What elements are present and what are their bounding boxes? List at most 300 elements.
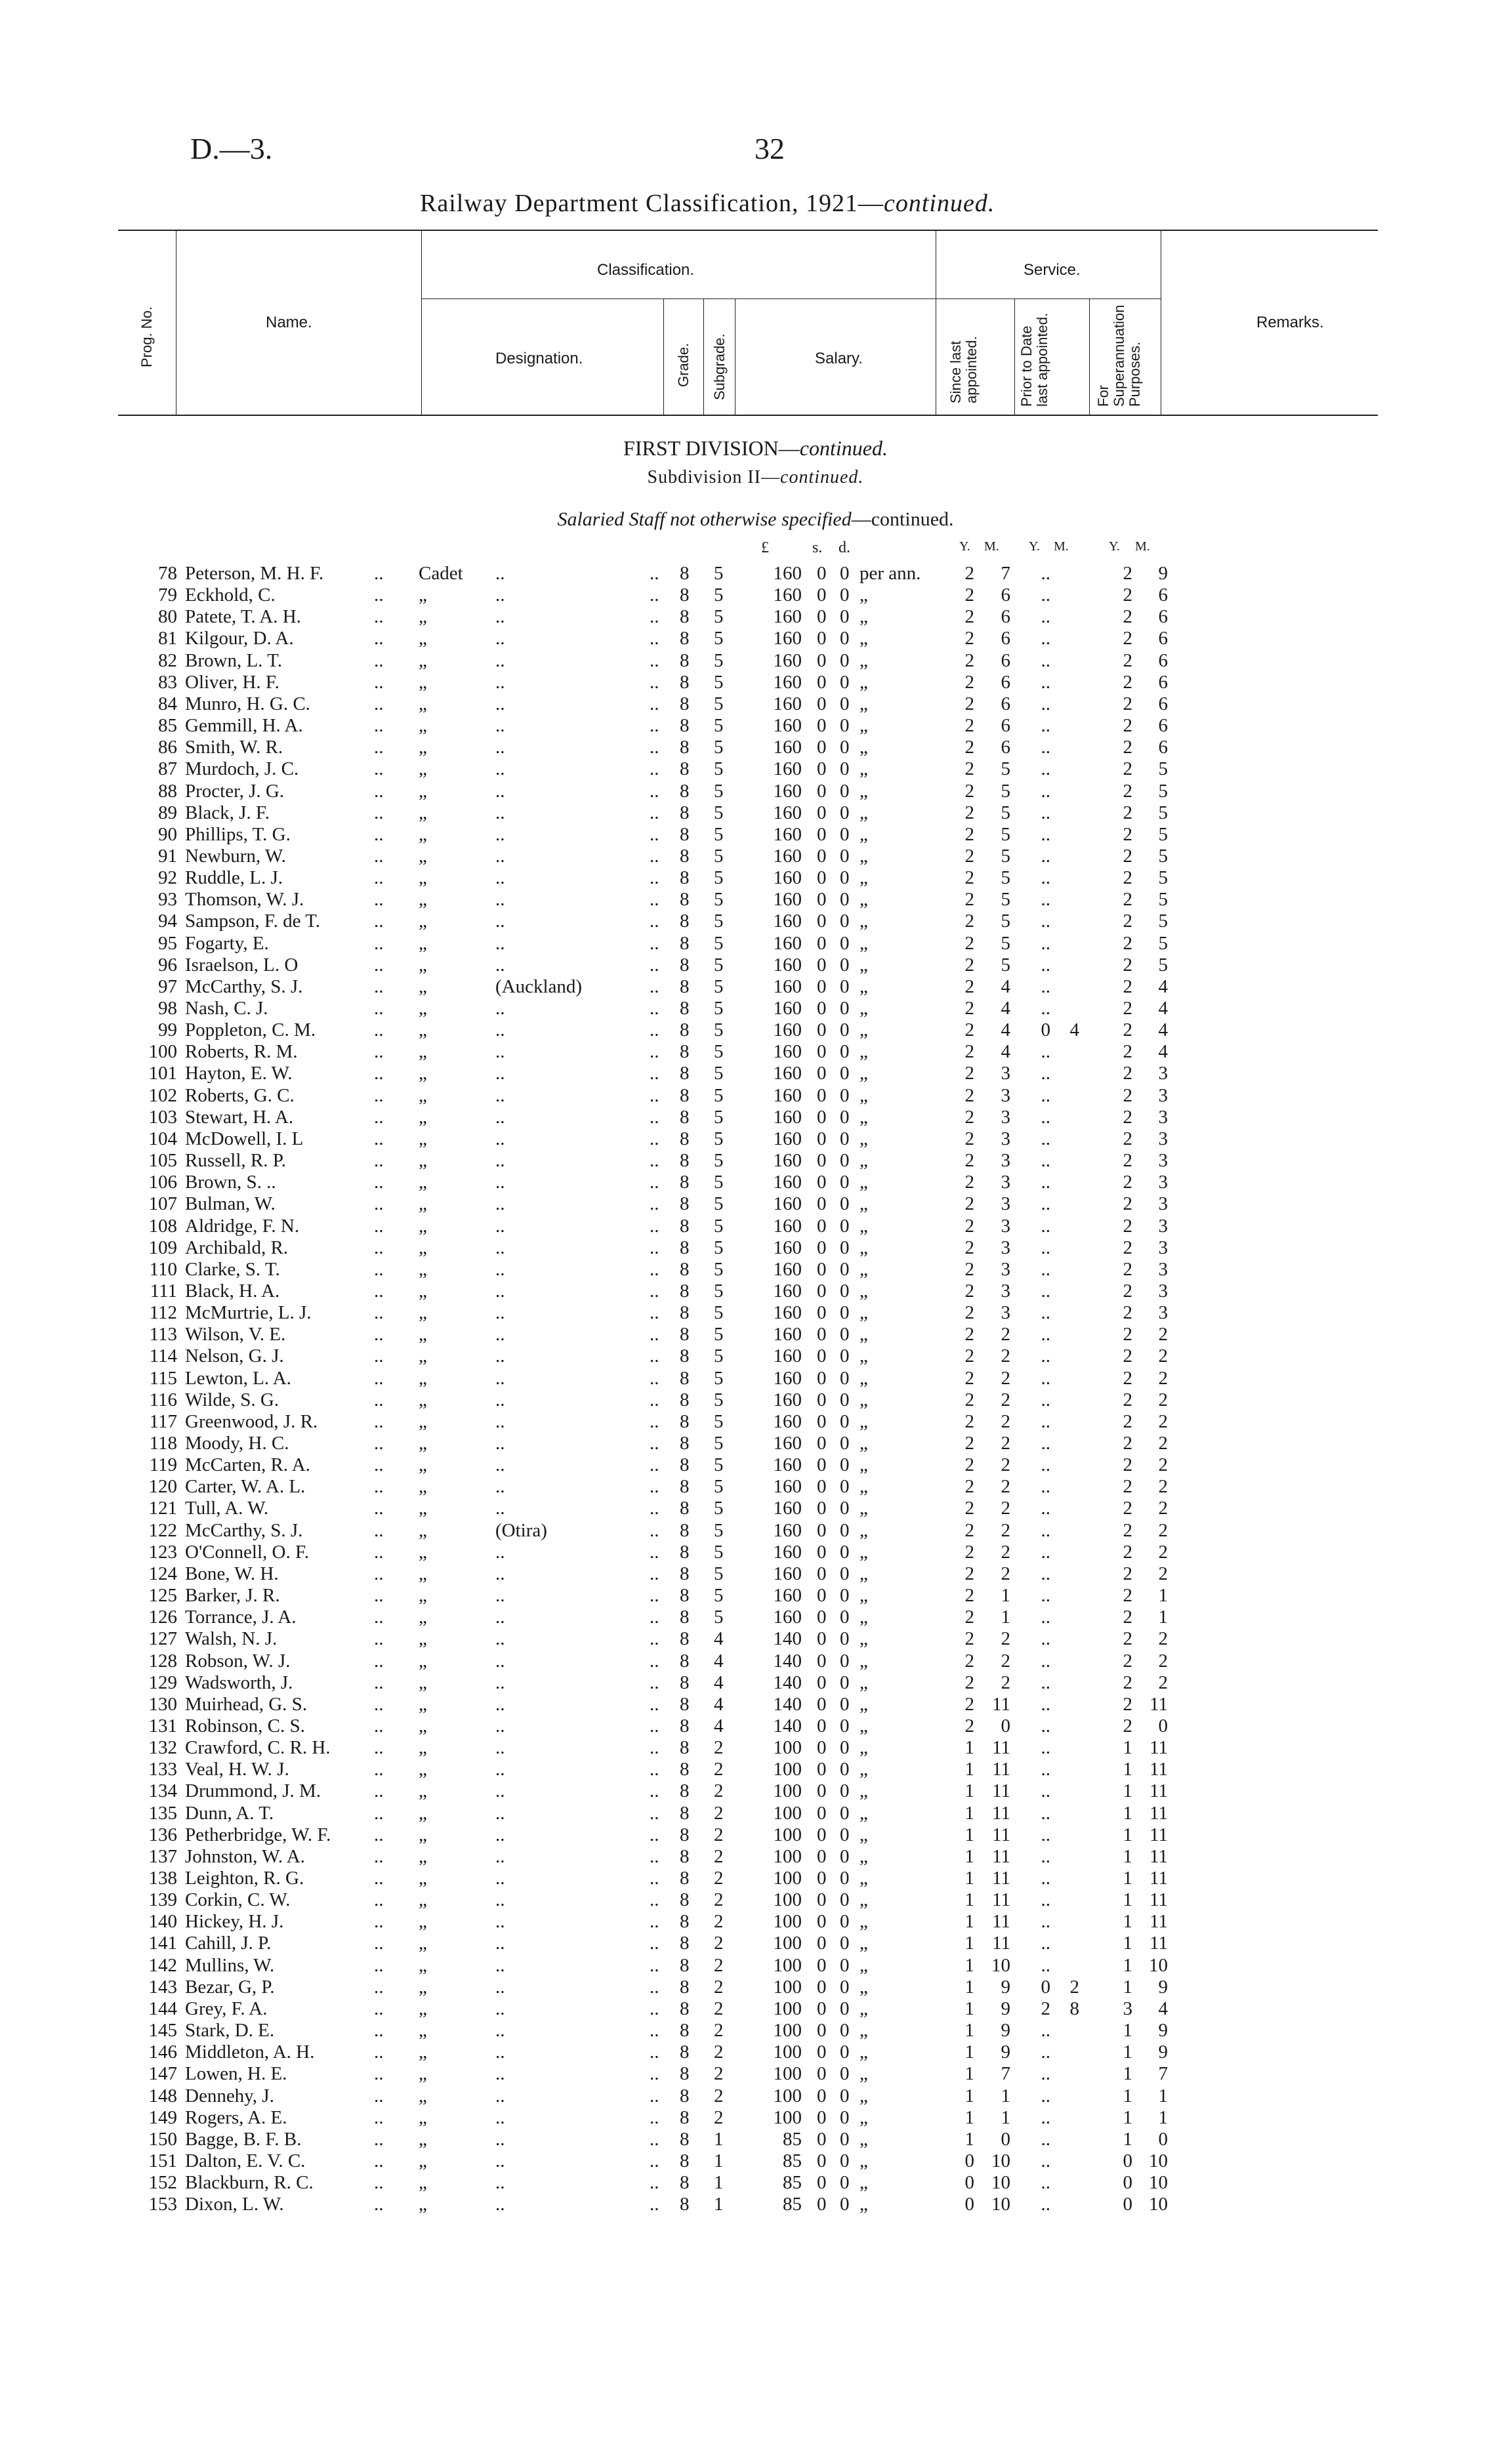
superannuation-months: 9 [1158,1976,1168,1998]
designation: „ [419,975,427,997]
superannuation-months: 6 [1158,671,1168,693]
since-last-years: 2 [964,1215,974,1237]
leader-dots: .. [374,2172,384,2194]
prior-years: .. [1041,693,1050,714]
superannuation-months: 1 [1158,2106,1168,2128]
since-last-months: 5 [1001,954,1010,975]
table-row [0,1433,1511,1454]
superannuation-years: 2 [1123,1650,1132,1672]
salary-period: „ [859,780,868,802]
table-row [0,1803,1511,1824]
salary-period: „ [859,1541,868,1563]
prog-number: 123 [148,1541,177,1563]
leader-dots: .. [650,1585,659,1607]
grade: 8 [680,1889,690,1911]
grade: 8 [680,1367,690,1389]
leader-dots: .. [650,1258,659,1280]
subgrade: 5 [714,975,724,997]
prior-years: .. [1041,1172,1050,1193]
staff-name: Thomson, W. J. [185,889,304,911]
since-last-years: 1 [964,2042,974,2063]
prior-years: .. [1041,1302,1050,1324]
staff-name: Tull, A. W. [185,1498,269,1519]
salary-period: „ [859,2042,868,2063]
salary-shillings: 0 [817,737,827,758]
table-row [0,2085,1511,2106]
salary-period: „ [859,823,868,845]
col-header-prior-to: Prior to Date last appointed. [1018,312,1050,407]
prior-years: .. [1041,737,1050,758]
salary-pounds: 100 [773,1933,802,1954]
leader-dots: .. [650,1780,659,1802]
staff-name: Dalton, E. V. C. [185,2150,306,2171]
prog-number: 88 [158,780,177,802]
grade: 8 [680,671,690,693]
prog-number: 134 [148,1780,177,1802]
location: .. [495,998,505,1019]
since-last-months: 2 [1001,1389,1010,1410]
salary-shillings: 0 [817,1498,827,1519]
prior-years: .. [1041,954,1050,975]
salary-pounds: 160 [773,780,802,802]
prior-years: .. [1041,1106,1050,1128]
leader-dots: .. [650,1933,659,1954]
designation: „ [419,2063,427,2085]
since-last-months: 3 [1001,1106,1010,1128]
prog-number: 81 [158,628,177,649]
staff-name: Kilgour, D. A. [185,628,294,649]
designation: „ [419,1868,427,1889]
superannuation-months: 4 [1158,1019,1168,1041]
superannuation-years: 1 [1123,1933,1132,1954]
designation: „ [419,1454,427,1476]
salary-pounds: 160 [773,649,802,671]
prior-years: .. [1041,1607,1050,1628]
salary-period: „ [859,1976,868,1998]
subgrade: 4 [714,1628,724,1650]
salary-pounds: 160 [773,889,802,911]
since-last-months: 5 [1001,889,1010,911]
superannuation-years: 1 [1123,1780,1132,1802]
salary-pounds: 160 [773,1519,802,1541]
since-last-months: 6 [1001,693,1010,714]
salary-shillings: 0 [817,628,827,649]
salary-pence: 0 [840,954,850,975]
designation: „ [419,954,427,975]
since-last-years: 2 [964,1498,974,1519]
subgrade: 2 [714,1954,724,1976]
salary-shillings: 0 [817,1759,827,1780]
since-last-years: 2 [964,1585,974,1607]
salary-pounds: 160 [773,1172,802,1193]
salary-pounds: 160 [773,693,802,714]
salary-pounds: 160 [773,975,802,997]
leader-dots: .. [650,1324,659,1345]
superannuation-months: 4 [1158,1998,1168,2019]
subgrade: 5 [714,889,724,911]
superannuation-years: 1 [1123,1802,1132,1824]
superannuation-years: 2 [1123,628,1132,649]
table-row [0,1281,1511,1302]
table-row [0,1345,1511,1366]
leader-dots: .. [374,1650,384,1672]
salary-shillings: 0 [817,1585,827,1607]
leader-dots: .. [374,1824,384,1845]
salary-period: „ [859,2128,868,2150]
prog-number: 94 [158,911,177,932]
salary-pence: 0 [840,1933,850,1954]
since-last-years: 2 [964,1476,974,1498]
prior-years: .. [1041,889,1050,911]
salary-pence: 0 [840,932,850,954]
salary-pounds: 140 [773,1672,802,1693]
grade: 8 [680,1998,690,2019]
table-row [0,1041,1511,1062]
prog-number: 131 [148,1715,177,1736]
grade: 8 [680,1759,690,1780]
since-last-years: 2 [964,1628,974,1650]
since-last-months: 5 [1001,845,1010,867]
table-row [0,2107,1511,2128]
subgrade: 5 [714,1410,724,1432]
unit-pence: d. [838,539,850,556]
location: .. [495,932,505,954]
designation: „ [419,1345,427,1367]
superannuation-months: 4 [1158,975,1168,997]
salary-period: „ [859,889,868,911]
salary-period: „ [859,1345,868,1367]
table-row [0,1368,1511,1389]
grade: 8 [680,1019,690,1041]
salary-shillings: 0 [817,649,827,671]
document-reference: D.—3. [190,132,273,165]
table-row [0,1737,1511,1758]
prog-number: 153 [148,2194,177,2215]
salary-shillings: 0 [817,1128,827,1149]
staff-name: Phillips, T. G. [185,823,291,845]
salary-pence: 0 [840,2042,850,2063]
salary-pounds: 160 [773,758,802,780]
superannuation-years: 2 [1123,1193,1132,1215]
salary-pence: 0 [840,2128,850,2150]
table-row [0,2129,1511,2150]
leader-dots: .. [374,1193,384,1215]
superannuation-years: 2 [1123,1280,1132,1302]
col-header-since-last: Since last appointed. [947,336,980,403]
subgrade: 5 [714,649,724,671]
since-last-months: 6 [1001,585,1010,606]
since-last-months: 5 [1001,867,1010,889]
leader-dots: .. [374,1672,384,1693]
location: .. [495,606,505,628]
leader-dots: .. [650,1628,659,1650]
leader-dots: .. [650,585,659,606]
leader-dots: .. [374,606,384,628]
table-row [0,1998,1511,2019]
since-last-months: 3 [1001,1172,1010,1193]
salary-pounds: 140 [773,1693,802,1715]
leader-dots: .. [650,1454,659,1476]
staff-name: Gemmill, H. A. [185,715,303,737]
superannuation-months: 11 [1149,1911,1168,1933]
location: .. [495,1302,505,1324]
leader-dots: .. [650,563,659,584]
designation: „ [419,1672,427,1693]
prior-years: .. [1041,1389,1050,1410]
salary-period: „ [859,2150,868,2171]
salary-pence: 0 [840,1911,850,1933]
grade: 8 [680,1541,690,1563]
subgrade: 5 [714,1150,724,1172]
since-last-years: 2 [964,823,974,845]
salary-shillings: 0 [817,1302,827,1324]
table-row [0,1389,1511,1410]
salary-shillings: 0 [817,1715,827,1736]
salary-pence: 0 [840,1041,850,1063]
salary-period: „ [859,628,868,649]
since-last-months: 2 [1001,1563,1010,1584]
since-last-months: 11 [992,1933,1010,1954]
salary-shillings: 0 [817,1802,827,1824]
salary-shillings: 0 [817,1889,827,1911]
salary-pounds: 100 [773,1845,802,1867]
leader-dots: .. [374,2042,384,2063]
salary-pence: 0 [840,911,850,932]
staff-continued: —continued. [851,508,954,530]
superannuation-years: 2 [1123,802,1132,823]
grade: 8 [680,975,690,997]
salary-pence: 0 [840,1541,850,1563]
salary-pence: 0 [840,2106,850,2128]
superannuation-months: 2 [1158,1389,1168,1410]
grade: 8 [680,1845,690,1867]
salary-shillings: 0 [817,802,827,823]
location: .. [495,2042,505,2063]
since-last-years: 2 [964,628,974,649]
subgrade: 5 [714,1433,724,1454]
salary-pence: 0 [840,1715,850,1736]
subgrade: 2 [714,1737,724,1759]
salary-period: „ [859,1454,868,1476]
since-last-months: 0 [1001,2128,1010,2150]
location: .. [495,1824,505,1845]
salary-pence: 0 [840,1672,850,1693]
salary-pence: 0 [840,2194,850,2215]
leader-dots: .. [374,628,384,649]
prog-number: 82 [158,649,177,671]
since-last-months: 2 [1001,1498,1010,1519]
since-last-months: 1 [1001,2085,1010,2106]
salary-shillings: 0 [817,1367,827,1389]
leader-dots: .. [650,1193,659,1215]
salary-shillings: 0 [817,932,827,954]
salary-period: „ [859,1237,868,1258]
staff-name: Munro, H. G. C. [185,693,310,714]
prior-years: .. [1041,1410,1050,1432]
salary-period: „ [859,585,868,606]
prog-number: 117 [149,1410,177,1432]
table-row [0,1607,1511,1628]
salary-shillings: 0 [817,1693,827,1715]
since-last-years: 2 [964,585,974,606]
leader-dots: .. [650,2063,659,2085]
leader-dots: .. [650,2172,659,2194]
subgrade: 5 [714,780,724,802]
salary-period: „ [859,1911,868,1933]
salary-period: „ [859,1410,868,1432]
superannuation-months: 2 [1158,1563,1168,1584]
leader-dots: .. [374,2128,384,2150]
superannuation-months: 10 [1149,2194,1168,2215]
designation: „ [419,889,427,911]
since-last-months: 3 [1001,1128,1010,1149]
staff-name: Lewton, L. A. [185,1367,291,1389]
salary-shillings: 0 [817,1519,827,1541]
location: .. [495,649,505,671]
salary-pence: 0 [840,867,850,889]
grade: 8 [680,628,690,649]
salary-period: „ [859,911,868,932]
subgrade: 5 [714,1193,724,1215]
leader-dots: .. [650,1759,659,1780]
since-last-years: 2 [964,1302,974,1324]
since-last-years: 2 [964,649,974,671]
subgrade: 5 [714,737,724,758]
since-last-years: 2 [964,1128,974,1149]
leader-dots: .. [374,911,384,932]
leader-dots: .. [650,2042,659,2063]
subgrade: 5 [714,1302,724,1324]
since-last-months: 10 [991,1954,1010,1976]
superannuation-years: 1 [1123,2042,1132,2063]
location: .. [495,1911,505,1933]
superannuation-years: 2 [1123,1715,1132,1736]
since-last-months: 4 [1001,998,1010,1019]
salary-pounds: 160 [773,867,802,889]
staff-name: Peterson, M. H. F. [185,563,324,584]
leader-dots: .. [650,1389,659,1410]
since-last-years: 2 [964,1345,974,1367]
since-last-years: 0 [964,2194,974,2215]
superannuation-years: 2 [1123,954,1132,975]
table-row [0,802,1511,823]
designation: „ [419,585,427,606]
prog-number: 126 [148,1607,177,1628]
prog-number: 132 [148,1737,177,1759]
table-row [0,2063,1511,2084]
since-last-years: 2 [964,1650,974,1672]
leader-dots: .. [374,1433,384,1454]
since-last-months: 2 [1001,1324,1010,1345]
superannuation-months: 5 [1158,823,1168,845]
salary-period: „ [859,2063,868,2085]
salary-shillings: 0 [817,1933,827,1954]
designation: „ [419,1237,427,1258]
prog-number: 104 [148,1128,177,1149]
prog-number: 78 [158,563,177,584]
leader-dots: .. [374,1998,384,2019]
location: .. [495,2150,505,2171]
designation: „ [419,758,427,780]
salary-pounds: 160 [773,1410,802,1432]
since-last-years: 1 [964,2128,974,2150]
staff-name: Wilson, V. E. [185,1324,286,1345]
salary-pence: 0 [840,1367,850,1389]
salary-shillings: 0 [817,889,827,911]
superannuation-years: 2 [1123,1150,1132,1172]
leader-dots: .. [374,2194,384,2215]
subgrade: 5 [714,1607,724,1628]
superannuation-years: 2 [1123,1433,1132,1454]
salary-pence: 0 [840,1868,850,1889]
salary-period: „ [859,1889,868,1911]
since-last-months: 10 [991,2172,1010,2194]
since-last-months: 7 [1001,563,1010,584]
location: .. [495,1889,505,1911]
superannuation-years: 2 [1123,845,1132,867]
salary-shillings: 0 [817,1324,827,1345]
table-row [0,1955,1511,1976]
subgrade: 5 [714,693,724,714]
salary-period: „ [859,1737,868,1759]
salary-pence: 0 [840,1258,850,1280]
leader-dots: .. [374,1367,384,1389]
salary-pence: 0 [840,1106,850,1128]
prog-number: 135 [148,1802,177,1824]
leader-dots: .. [374,1237,384,1258]
salary-period: „ [859,1041,868,1063]
prior-years: .. [1041,1345,1050,1367]
subgrade: 5 [714,932,724,954]
designation: „ [419,1433,427,1454]
leader-dots: .. [650,693,659,714]
grade: 8 [680,1280,690,1302]
salary-period: „ [859,1433,868,1454]
prior-years: .. [1041,1150,1050,1172]
salary-period: „ [859,1824,868,1845]
salary-pence: 0 [840,1780,850,1802]
location: .. [495,845,505,867]
staff-name: Israelson, L. O [185,954,299,975]
superannuation-years: 2 [1123,932,1132,954]
since-last-months: 2 [1001,1433,1010,1454]
salary-pounds: 160 [773,1302,802,1324]
grade: 8 [680,1476,690,1498]
table-row [0,1454,1511,1475]
page-title [420,189,995,218]
superannuation-months: 11 [1149,1824,1168,1845]
salary-shillings: 0 [817,1976,827,1998]
designation: „ [419,1498,427,1519]
salary-shillings: 0 [817,1280,827,1302]
prior-years: 0 [1041,1976,1050,1998]
since-last-months: 11 [992,1868,1010,1889]
subgrade: 5 [714,1280,724,1302]
grade: 8 [680,1737,690,1759]
salary-pounds: 160 [773,1389,802,1410]
table-row [0,1216,1511,1237]
table-row [0,846,1511,867]
subgrade: 5 [714,1389,724,1410]
table-row [0,715,1511,736]
salary-pence: 0 [840,1845,850,1867]
salary-shillings: 0 [817,1650,827,1672]
designation: „ [419,1780,427,1802]
subgrade: 2 [714,2106,724,2128]
salary-pounds: 160 [773,1063,802,1084]
salary-period: „ [859,1106,868,1128]
staff-name: Patete, T. A. H. [185,606,301,628]
